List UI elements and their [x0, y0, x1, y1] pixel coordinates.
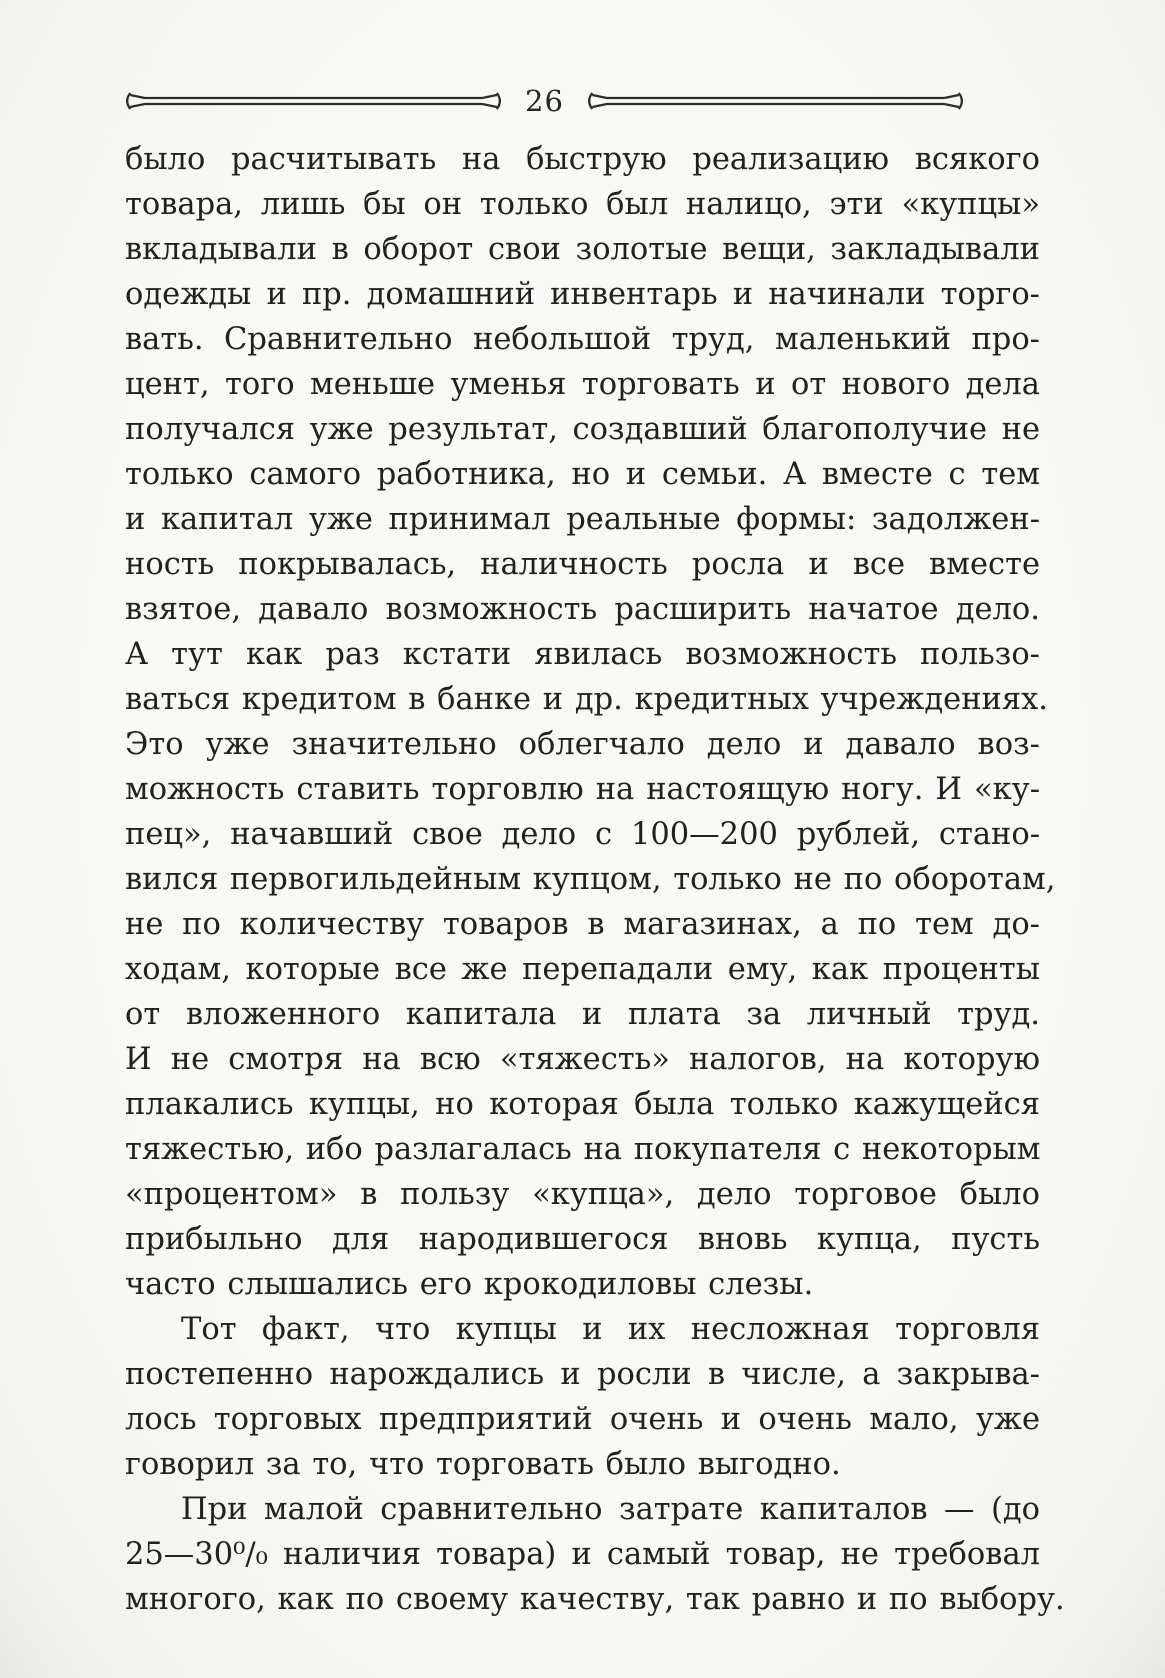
header-ornament-left: [122, 90, 505, 112]
text-line: лось торговых предприятий очень и очень мало, уже: [125, 1402, 1040, 1437]
text-line: и капитал уже принимал реальные формы: задолжен-: [125, 502, 1040, 537]
text-line: Тот факт, что купцы и их несложная торговля: [181, 1312, 1040, 1347]
text-line: получался уже результат, создавший благополучие не: [125, 412, 1040, 447]
text-line: только самого работника, но и семьи. А вместе с тем: [125, 457, 1040, 492]
text-line: взятое, давало возможность расширить начатое дело.: [125, 592, 1040, 627]
text-line: цент, того меньше уменья торговать и от нового дела: [125, 367, 1040, 402]
text-line: постепенно нарождались и росли в числе, а закрыва-: [125, 1357, 1040, 1392]
page-number: 26: [525, 84, 564, 118]
text-line: от вложенного капитала и плата за личный труд.: [125, 997, 1040, 1032]
header-ornament-right: [584, 90, 967, 112]
text-line: 25—30⁰/₀ наличия товара) и самый товар, не требовал: [125, 1537, 1040, 1572]
text-line: ность покрывалась, наличность росла и все вместе: [125, 547, 1040, 582]
text-line: вкладывали в оборот свои золотые вещи, закладывали: [125, 232, 1040, 267]
text-line: можность ставить торговлю на настоящую ногу. И «ку-: [125, 772, 1040, 807]
text-line: было расчитывать на быструю реализацию всякого: [125, 142, 1040, 177]
text-line: говорил за то, что торговать было выгодно.: [125, 1447, 841, 1482]
text-line: прибыльно для народившегося вновь купца, пусть: [125, 1222, 1040, 1257]
text-line: часто слышались его крокодиловы слезы.: [125, 1267, 814, 1302]
text-line: многого, как по своему качеству, так равно и по выбору.: [125, 1582, 1065, 1617]
text-line: тяжестью, ибо разлагалась на покупателя с некоторым: [125, 1132, 1041, 1167]
text-line: Это уже значительно облегчало дело и давало воз-: [125, 727, 1040, 762]
text-line: пец», начавший свое дело с 100—200 рублей, стано-: [125, 817, 1040, 852]
text-line: не по количеству товаров в магазинах, а по тем до-: [125, 907, 1040, 942]
text-line: вился первогильдейным купцом, только не по оборотам,: [125, 862, 1056, 897]
text-line: И не смотря на всю «тяжесть» налогов, на которую: [125, 1042, 1040, 1077]
text-line: ходам, которые все же перепадали ему, как проценты: [125, 952, 1040, 987]
text-line: А тут как раз кстати явилась возможность пользо-: [125, 637, 1040, 672]
page-header: [122, 84, 967, 118]
text-block: [125, 137, 1065, 1622]
text-line: вать. Сравнительно небольшой труд, маленький про-: [125, 322, 1040, 357]
text-line: При малой сравнительно затрате капиталов — (до: [181, 1492, 1040, 1527]
text-line: ваться кредитом в банке и др. кредитных учреждениях.: [125, 682, 1048, 717]
text-line: товара, лишь бы он только был налицо, эти «купцы»: [125, 187, 1040, 222]
text-line: плакались купцы, но которая была только кажущейся: [125, 1087, 1040, 1122]
text-line: «процентом» в пользу «купца», дело торговое было: [125, 1177, 1040, 1212]
text-line: одежды и пр. домашний инвентарь и начинали торго-: [125, 277, 1040, 312]
